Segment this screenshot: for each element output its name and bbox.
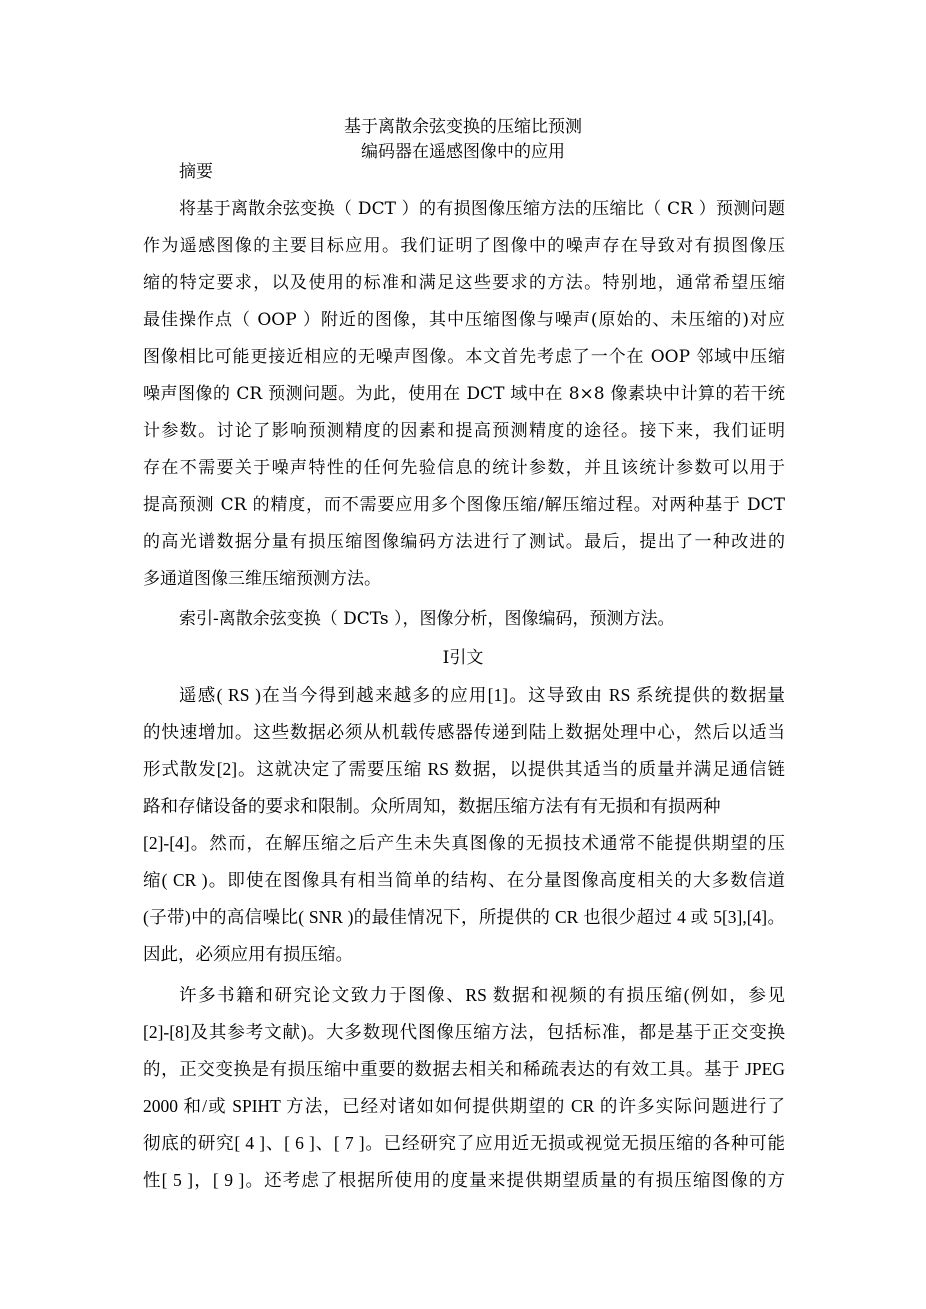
abstract-line: 存在不需要关于噪声特性的任何先验信息的统计参数，并且该统计参数可以用于 <box>143 458 785 478</box>
abstract-line: 缩的特定要求，以及使用的标准和满足这些要求的方法。特别地，通常希望压缩 <box>143 273 785 293</box>
index-terms: 索引-离散余弦变换（ DCTs ），图像分析，图像编码，预测方法。 <box>179 609 675 629</box>
paragraph-line: 许多书籍和研究论文致力于图像、RS 数据和视频的有损压缩(例如，参见 <box>179 985 785 1005</box>
section-heading: Ⅰ引文 <box>442 648 484 668</box>
abstract-line: 作为遥感图像的主要目标应用。我们证明了图像中的噪声存在导致对有损图像压 <box>143 236 785 256</box>
paragraph-line: [2]-[4]。然而，在解压缩之后产生未失真图像的无损技术通常不能提供期望的压 <box>143 833 785 853</box>
paragraph-line: 2000 和/或 SPIHT 方法，已经对诸如如何提供期望的 CR 的许多实际问题进行了 <box>143 1096 785 1116</box>
paragraph-line: [2]-[8]及其参考文献)。大多数现代图像压缩方法，包括标准，都是基于正交变换 <box>143 1022 785 1042</box>
paragraph-line: 形式散发[2]。这就决定了需要压缩 RS 数据，以提供其适当的质量并满足通信链 <box>143 759 785 779</box>
paragraph-line: (子带)中的高信噪比( SNR )的最佳情况下，所提供的 CR 也很少超过 4 或 5[3],[4]。 <box>143 907 785 927</box>
paragraph-line: 因此，必须应用有损压缩。 <box>143 944 353 964</box>
paragraph-line: 的，正交变换是有损压缩中重要的数据去相关和稀疏表达的有效工具。基于 JPEG <box>143 1059 785 1079</box>
paragraph-line: 遥感( RS )在当今得到越来越多的应用[1]。这导致由 RS 系统提供的数据量 <box>179 685 785 705</box>
abstract-line: 图像相比可能更接近相应的无噪声图像。本文首先考虑了一个在 OOP 邻域中压缩 <box>143 347 785 367</box>
paragraph-line: 缩( CR )。即使在图像具有相当简单的结构、在分量图像高度相关的大多数信道 <box>143 870 785 890</box>
paragraph-line: 路和存储设备的要求和限制。众所周知，数据压缩方法有有无损和有损两种 <box>143 796 721 816</box>
paragraph-line: 的快速增加。这些数据必须从机载传感器传递到陆上数据处理中心，然后以适当 <box>143 722 785 742</box>
abstract-line: 提高预测 CR 的精度，而不需要应用多个图像压缩/解压缩过程。对两种基于 DCT <box>143 495 785 515</box>
abstract-line: 计参数。讨论了影响预测精度的因素和提高预测精度的途径。接下来，我们证明 <box>143 421 785 441</box>
title-line-1: 基于离散余弦变换的压缩比预测 <box>344 117 582 137</box>
paragraph-line: 彻底的研究[ 4 ]、[ 6 ]、[ 7 ]。已经研究了应用近无损或视觉无损压缩的各种可能 <box>143 1133 785 1153</box>
abstract-line: 将基于离散余弦变换（ DCT ）的有损图像压缩方法的压缩比（ CR ）预测问题 <box>179 199 785 219</box>
abstract-label: 摘要 <box>179 162 213 182</box>
abstract-line: 噪声图像的 CR 预测问题。为此，使用在 DCT 域中在 8×8 像素块中计算的若干统 <box>143 384 785 404</box>
abstract-line: 多通道图像三维压缩预测方法。 <box>143 569 381 589</box>
abstract-line: 的高光谱数据分量有损压缩图像编码方法进行了测试。最后，提出了一种改进的 <box>143 532 785 552</box>
abstract-line: 最佳操作点（ OOP ）附近的图像，其中压缩图像与噪声(原始的、未压缩的)对应 <box>143 310 785 330</box>
paragraph-line: 性[ 5 ]，[ 9 ]。还考虑了根据所使用的度量来提供期望质量的有损压缩图像的方 <box>143 1170 785 1190</box>
title-line-2: 编码器在遥感图像中的应用 <box>361 142 565 162</box>
